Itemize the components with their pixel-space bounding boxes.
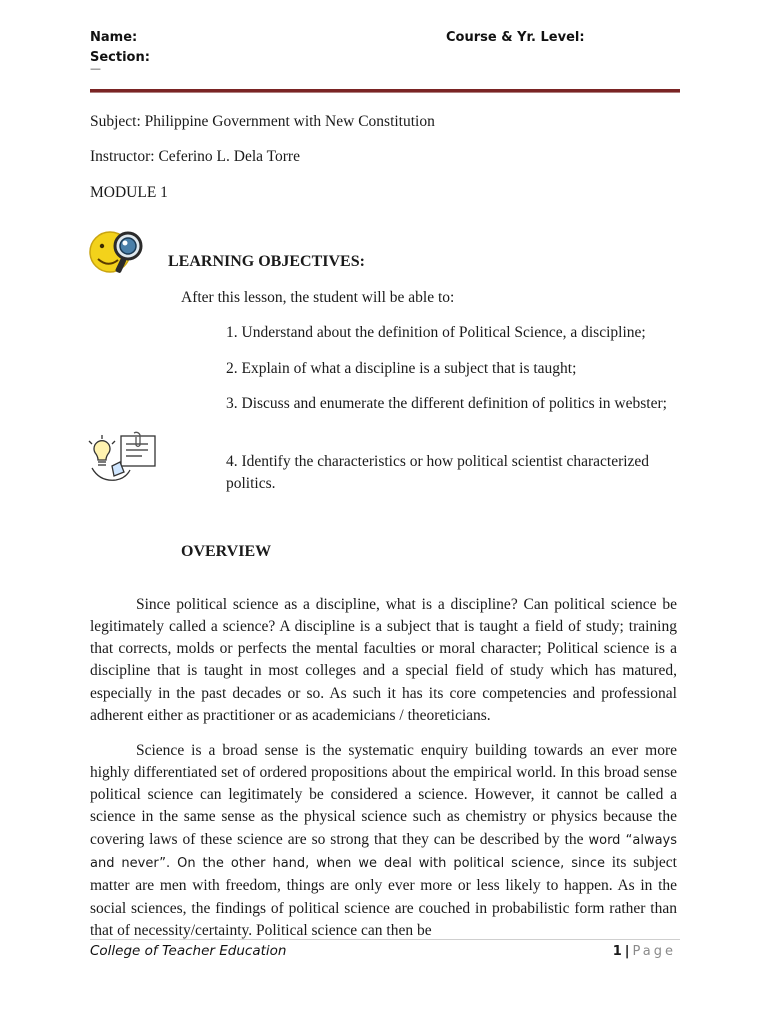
- objective-item: 3. Discuss and enumerate the different definition of politics in webster;: [226, 395, 667, 412]
- header-dash: —: [90, 62, 101, 75]
- overview-paragraph: Since political science as a discipline, what is a discipline? Can political science be legitimately called a science? A discipline is a subject that is taught a field of study; training that corrects, molds or perfects the mental faculties or moral character; Political science is a discipline that is taught in most colleges and a special field of study which has matured, especially in the past decades or so. As such it has its core competencies and professional adherent either as practitioner or as academicians / theoreticians.: [90, 595, 677, 724]
- learning-objectives-title: LEARNING OBJECTIVES:: [168, 253, 365, 270]
- subject-line: Subject: Philippine Government with New Constitution: [90, 113, 435, 130]
- objective-item: 1. Understand about the definition of Political Science, a discipline;: [226, 324, 646, 341]
- module-line: MODULE 1: [90, 184, 168, 201]
- paragraph-text: its subject matter are men with freedom, things are only ever more or less likely to happen. As in the social sciences, the findings of political science are couched in probabilistic form rather than that of necessity/certainty. Political science can then be: [90, 853, 677, 939]
- header-rule: [90, 89, 680, 93]
- page-indicator: [613, 944, 676, 959]
- section-label: Section:: [90, 50, 150, 65]
- page-number: 1: [612, 944, 622, 959]
- name-label: Name:: [90, 30, 138, 45]
- learning-objectives-intro: After this lesson, the student will be able to:: [181, 289, 455, 306]
- paragraph-text: word “always and never”. On the other hand, when we deal with political science, since: [90, 832, 678, 871]
- objective-item: 2. Explain of what a discipline is a subject that is taught;: [226, 360, 577, 377]
- instructor-line: Instructor: Ceferino L. Dela Torre: [90, 148, 300, 165]
- lightbulb-notes-icon: [86, 430, 162, 486]
- footer-rule: [90, 939, 680, 940]
- page-label: Page: [632, 944, 676, 959]
- overview-paragraph: [90, 740, 677, 943]
- page-separator: |: [624, 944, 630, 959]
- paragraph-text: Science is a broad sense is the systematic enquiry building towards an ever more highly differentiated set of ordered propositions about the empirical world. In this broad sense political science can legitimately be considered a science. However, it cannot be called a science in the same sense as the physical science such as chemistry or physics because the covering laws of these science are so strong that they can be described by the: [90, 741, 677, 848]
- objective-item: 4. Identify the characteristics or how political scientist characterized politics.: [226, 453, 650, 492]
- footer-college: College of Teacher Education: [90, 943, 287, 959]
- course-level-label: Course & Yr. Level:: [446, 30, 585, 45]
- smiley-magnifier-icon: [88, 226, 150, 278]
- overview-title: OVERVIEW: [181, 543, 272, 560]
